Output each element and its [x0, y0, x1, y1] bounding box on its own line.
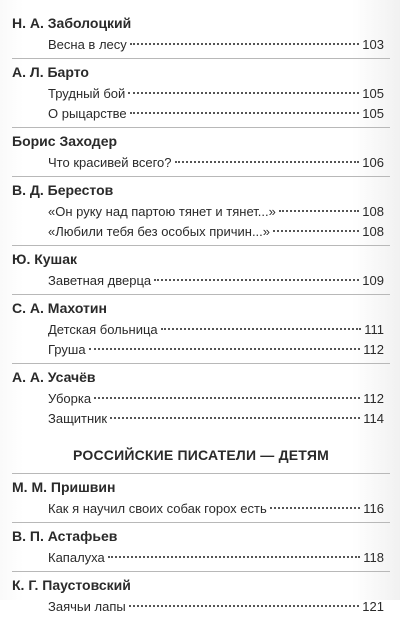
dot-leader — [279, 210, 359, 212]
page-number: 108 — [362, 224, 384, 239]
toc-entry[interactable] — [12, 409, 390, 429]
entry-title: Детская больница — [48, 322, 158, 337]
dot-leader — [110, 417, 360, 419]
toc-entry[interactable] — [12, 597, 390, 617]
dot-leader — [94, 397, 360, 399]
toc-entry[interactable] — [12, 320, 390, 340]
toc-entry[interactable] — [12, 340, 390, 360]
author-section — [12, 10, 390, 59]
table-of-contents — [12, 10, 390, 620]
page-number: 121 — [362, 599, 384, 614]
toc-entry[interactable] — [12, 271, 390, 291]
dot-leader — [154, 279, 359, 281]
dot-leader — [273, 230, 359, 232]
author-section — [12, 295, 390, 364]
toc-group-list — [12, 474, 390, 620]
toc-entry[interactable] — [12, 104, 390, 124]
page-number: 103 — [362, 37, 384, 52]
toc-entry[interactable] — [12, 35, 390, 55]
author-name: А. Л. Барто — [12, 64, 89, 80]
dot-leader — [128, 92, 359, 94]
entry-title: «Любили тебя без особых причин...» — [48, 224, 271, 239]
entry-title: Что красивей всего? — [48, 155, 172, 170]
dot-leader — [129, 605, 360, 607]
author-section — [12, 246, 390, 295]
author-section — [12, 59, 390, 128]
page-number: 112 — [363, 391, 384, 406]
page-number: 109 — [362, 273, 384, 288]
author-name: М. М. Пришвин — [12, 479, 116, 495]
dot-leader — [175, 161, 360, 163]
dot-leader — [89, 348, 361, 350]
toc-entry[interactable] — [12, 499, 390, 519]
toc-group-list — [12, 10, 390, 432]
author-section — [12, 572, 390, 620]
page-number: 118 — [363, 550, 384, 565]
toc-entry[interactable] — [12, 222, 390, 242]
author-name: Борис Заходер — [12, 133, 118, 149]
author-section — [12, 177, 390, 246]
author-name: В. Д. Берестов — [12, 182, 114, 198]
page-number: 105 — [362, 86, 384, 101]
dot-leader — [161, 328, 362, 330]
entry-title: Уборка — [48, 391, 92, 406]
entry-title: Весна в лесу — [48, 37, 127, 52]
author-name: А. А. Усачёв — [12, 369, 96, 385]
entry-title: Груша — [48, 342, 86, 357]
entry-title: Заячьи лапы — [48, 599, 126, 614]
dot-leader — [270, 507, 361, 509]
entry-title: Заветная дверца — [48, 273, 152, 288]
toc-entry[interactable] — [12, 202, 390, 222]
entry-title: «Он руку над партою тянет и тянет...» — [48, 204, 276, 219]
author-name: В. П. Астафьев — [12, 528, 118, 544]
entry-title: Трудный бой — [48, 86, 126, 101]
page-number: 108 — [362, 204, 384, 219]
author-name: С. А. Махотин — [12, 300, 107, 316]
author-section — [12, 523, 390, 572]
author-name: Н. А. Заболоцкий — [12, 15, 132, 31]
page-number: 116 — [363, 501, 384, 516]
page-number: 105 — [362, 106, 384, 121]
page-number: 111 — [364, 322, 384, 337]
author-name: К. Г. Паустовский — [12, 577, 131, 593]
entry-title: Капалуха — [48, 550, 105, 565]
entry-title: Защитник — [48, 411, 108, 426]
toc-entry[interactable] — [12, 548, 390, 568]
page-number: 106 — [362, 155, 384, 170]
section-heading: РОССИЙСКИЕ ПИСАТЕЛИ — ДЕТЯМ — [12, 432, 390, 474]
entry-title: Как я научил своих собак горох есть — [48, 501, 267, 516]
page-number: 112 — [363, 342, 384, 357]
page-number: 114 — [363, 411, 384, 426]
toc-entry[interactable] — [12, 389, 390, 409]
toc-entry[interactable] — [12, 84, 390, 104]
author-name: Ю. Кушак — [12, 251, 78, 267]
entry-title: О рыцарстве — [48, 106, 127, 121]
dot-leader — [130, 43, 360, 45]
toc-entry[interactable] — [12, 153, 390, 173]
dot-leader — [130, 112, 360, 114]
author-section — [12, 128, 390, 177]
dot-leader — [108, 556, 361, 558]
author-section — [12, 474, 390, 523]
author-section — [12, 364, 390, 432]
